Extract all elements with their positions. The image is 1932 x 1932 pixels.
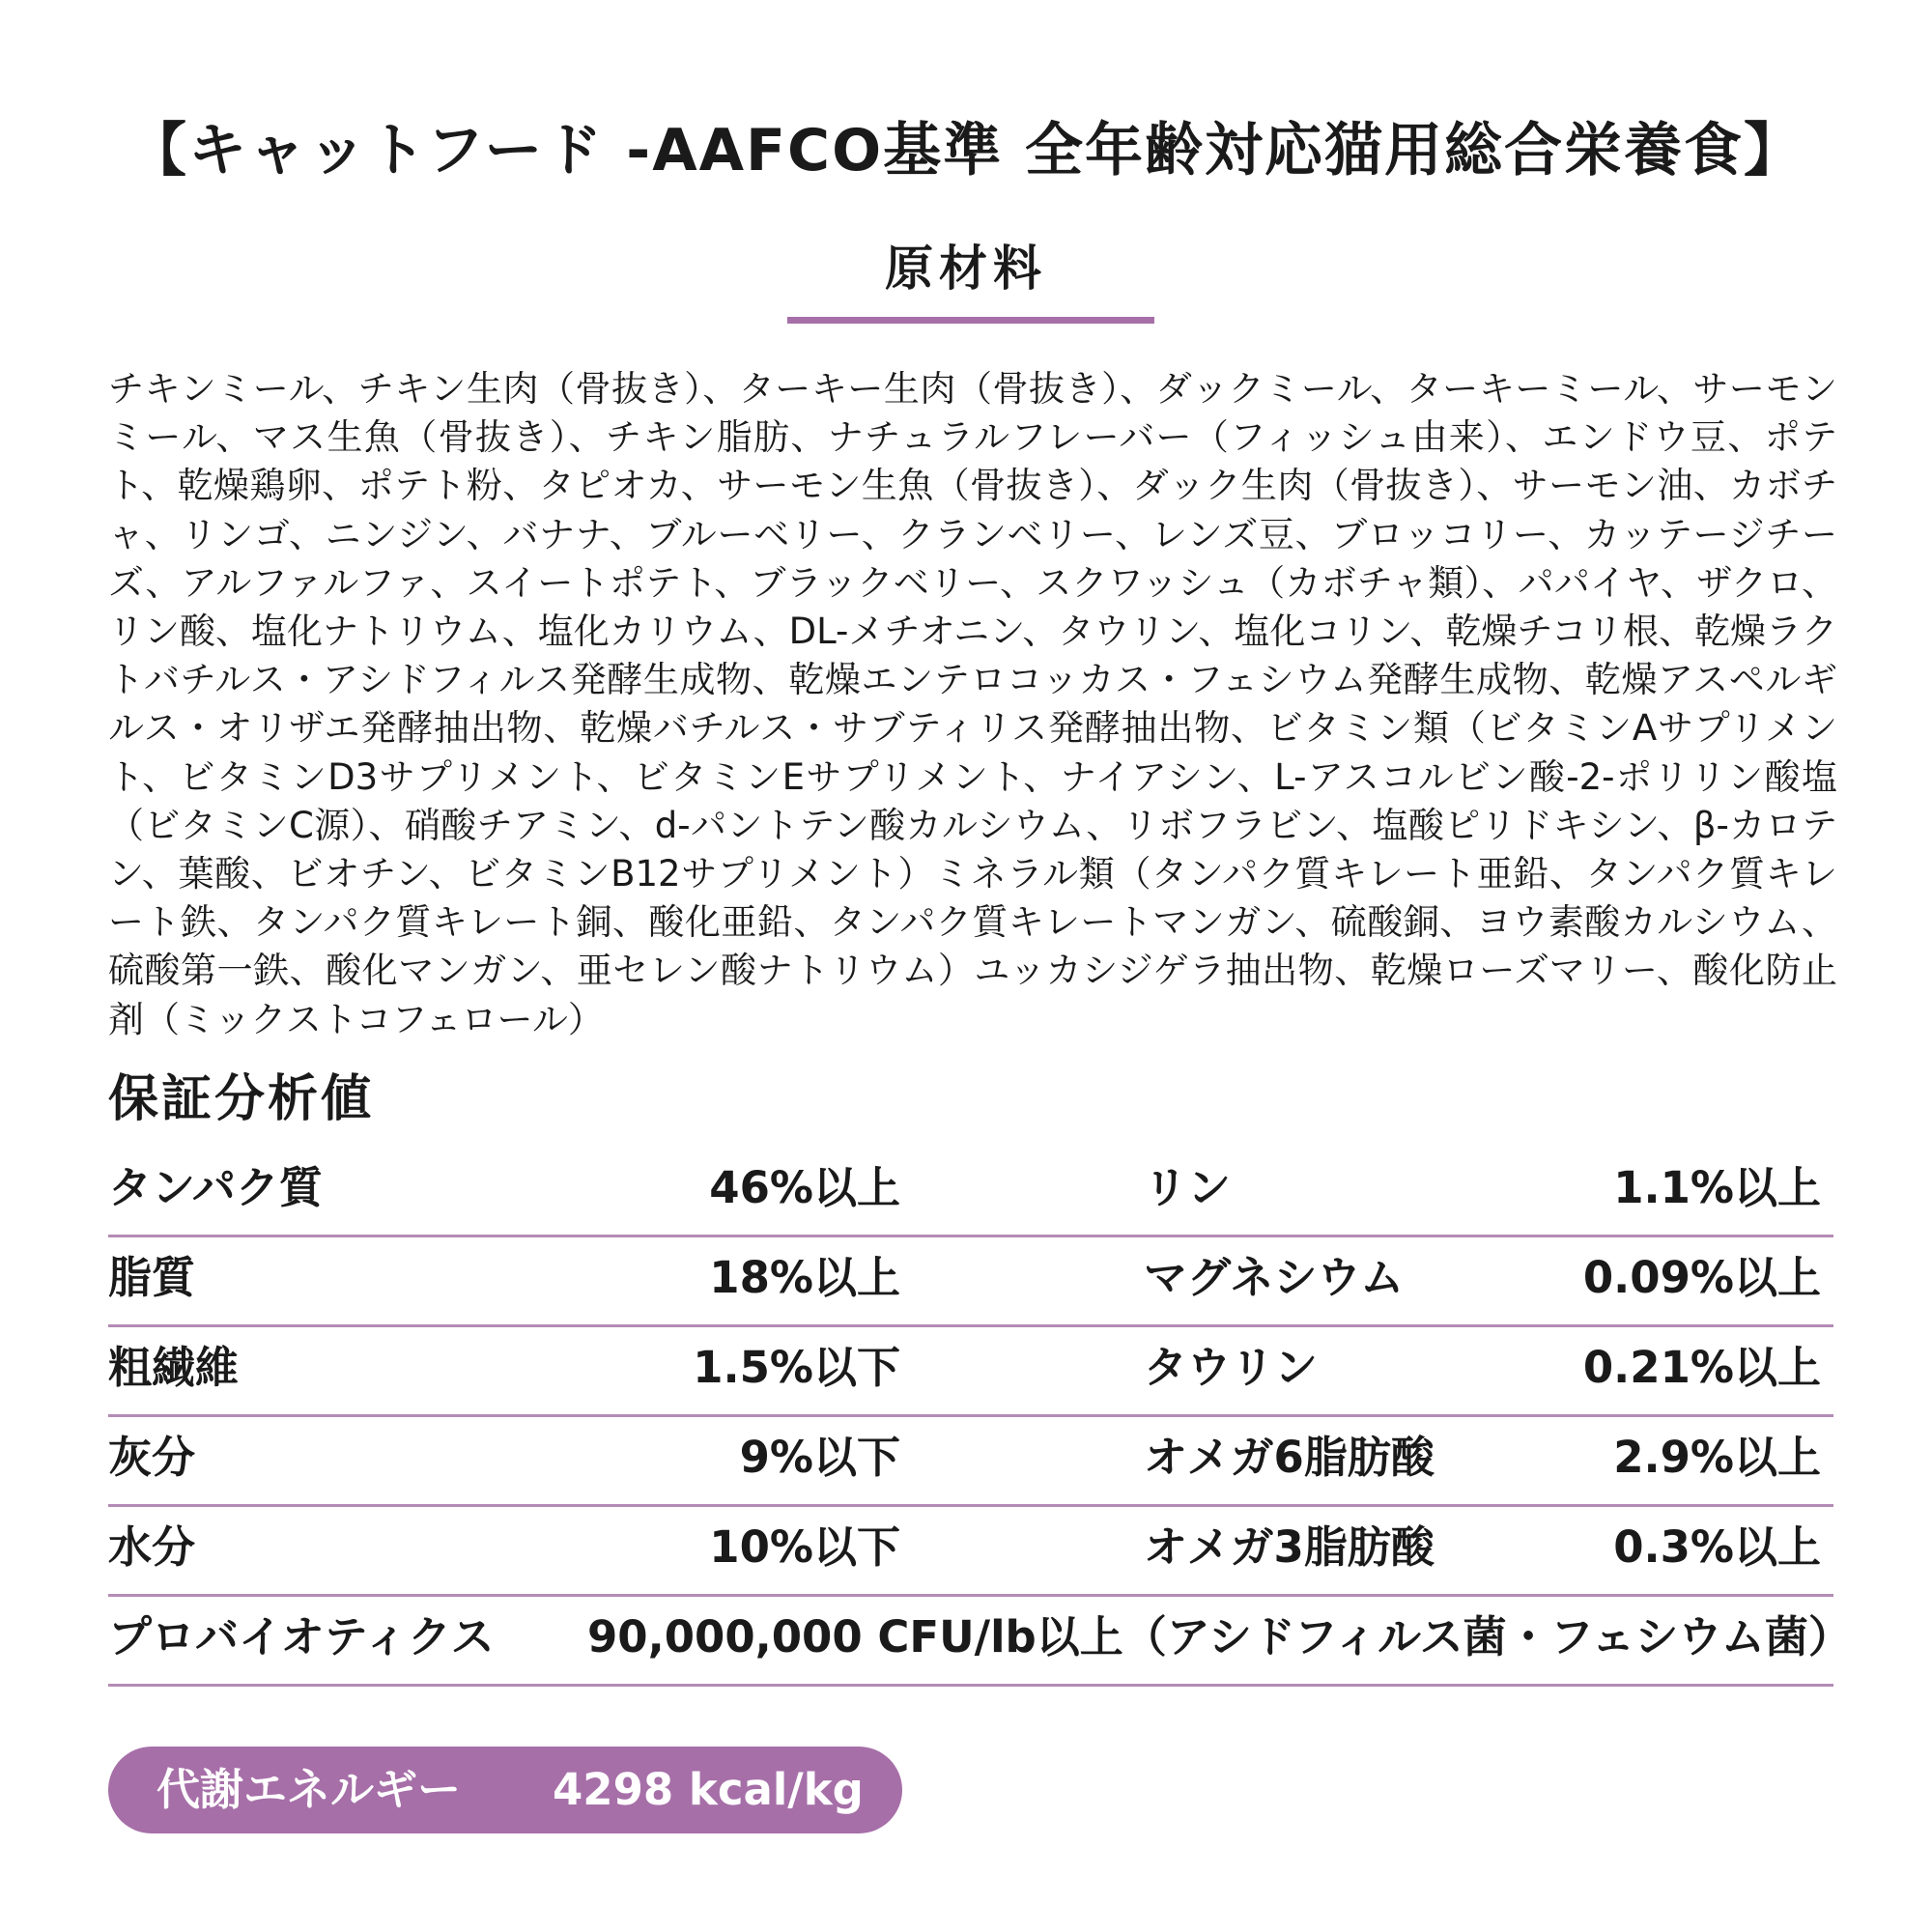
nutrient-label: 粗繊維 <box>108 1342 240 1393</box>
probiotics-label: プロバイオティクス <box>108 1611 495 1662</box>
nutrient-value: 18%以上 <box>709 1252 900 1303</box>
ingredients-heading: 原材料 <box>885 241 1047 297</box>
analysis-heading: 保証分析値 <box>108 1070 375 1128</box>
energy-badge <box>108 1747 902 1833</box>
nutrient-value: 1.5%以下 <box>693 1342 900 1393</box>
nutrient-label: 水分 <box>108 1521 196 1573</box>
analysis-row-probiotics <box>108 1597 1852 1687</box>
nutrient-value: 2.9%以上 <box>1613 1432 1821 1483</box>
nutrient-label: 脂質 <box>108 1252 196 1303</box>
nutrient-value: 1.1%以上 <box>1613 1162 1821 1213</box>
energy-value: 4298 kcal/kg <box>553 1764 864 1815</box>
nutrient-value: 9%以下 <box>739 1432 900 1483</box>
row-divider <box>108 1684 1833 1687</box>
energy-label: 代謝エネルギー <box>156 1764 462 1815</box>
analysis-row <box>108 1237 1833 1327</box>
nutrient-value: 10%以下 <box>709 1521 900 1573</box>
analysis-row <box>108 1327 1833 1417</box>
nutrient-label: オメガ3脂肪酸 <box>1144 1521 1435 1573</box>
analysis-row <box>108 1507 1833 1597</box>
nutrient-label: 灰分 <box>108 1432 196 1483</box>
nutrient-label: リン <box>1144 1162 1232 1213</box>
nutrient-label: タンパク質 <box>108 1162 323 1213</box>
analysis-row <box>108 1148 1833 1237</box>
heading-underline <box>787 317 1154 324</box>
nutrient-label: オメガ6脂肪酸 <box>1144 1432 1435 1483</box>
ingredients-text: チキンミール、チキン生肉（骨抜き）、ターキー生肉（骨抜き）、ダックミール、ターキーミール、サーモンミール、マス生魚（骨抜き）、チキン脂肪、ナチュラルフレーバー（フィッシュ由来）、エンドウ豆、ポテト、乾燥鶏卵、ポテト粉、タピオカ、サーモン生魚（骨抜き）、ダック生肉（骨抜き）、サーモン油、カボチャ、リンゴ、ニンジン、バナナ、ブルーベリー、クランベリー、レンズ豆、ブロッコリー、カッテージチーズ、アルファルファ、スイートポテト、ブラックベリー、スクワッシュ（カボチャ類）、パパイヤ、ザクロ、リン酸、塩化ナトリウム、塩化カリウム、DL-メチオニン、タウリン、塩化コリン、乾燥チコリ根、乾燥ラクトバチルス・アシドフィルス発酵生成物、乾燥エンテロコッカス・フェシウム発酵生成物、乾燥アスペルギルス・オリザエ発酵抽出物、乾燥バチルス・サブティリス発酵抽出物、ビタミン類（ビタミンAサプリメント、ビタミンD3サプリメント、ビタミンEサプリメント、ナイアシン、L-アスコルビン酸-2-ポリリン酸塩（ビタミンC源）、硝酸チアミン、d-パントテン酸カルシウム、リボフラビン、塩酸ピリドキシン、β-カロテン、葉酸、ビオチン、ビタミンB12サプリメント）ミネラル類（タンパク質キレート亜鉛、タンパク質キレート鉄、タンパク質キレート銅、酸化亜鉛、タンパク質キレートマンガン、硫酸銅、ヨウ素酸カルシウム、硫酸第一鉄、酸化マンガン、亜セレン酸ナトリウム）ユッカシジゲラ抽出物、乾燥ローズマリー、酸化防止剤（ミックストコフェロール） <box>108 368 1837 1040</box>
analysis-row <box>108 1417 1833 1507</box>
nutrient-label: タウリン <box>1144 1342 1319 1393</box>
main-title: 【キャットフード -AAFCO基準 全年齢対応猫用総合栄養食】 <box>128 117 1804 185</box>
nutrient-label: マグネシウム <box>1144 1252 1405 1303</box>
nutrient-value: 46%以上 <box>709 1162 900 1213</box>
nutrient-value: 0.21%以上 <box>1582 1342 1821 1393</box>
nutrient-value: 0.09%以上 <box>1582 1252 1821 1303</box>
probiotics-value: 90,000,000 CFU/lb以上（アシドフィルス菌・フェシウム菌） <box>587 1611 1852 1662</box>
nutrient-value: 0.3%以上 <box>1613 1521 1821 1573</box>
